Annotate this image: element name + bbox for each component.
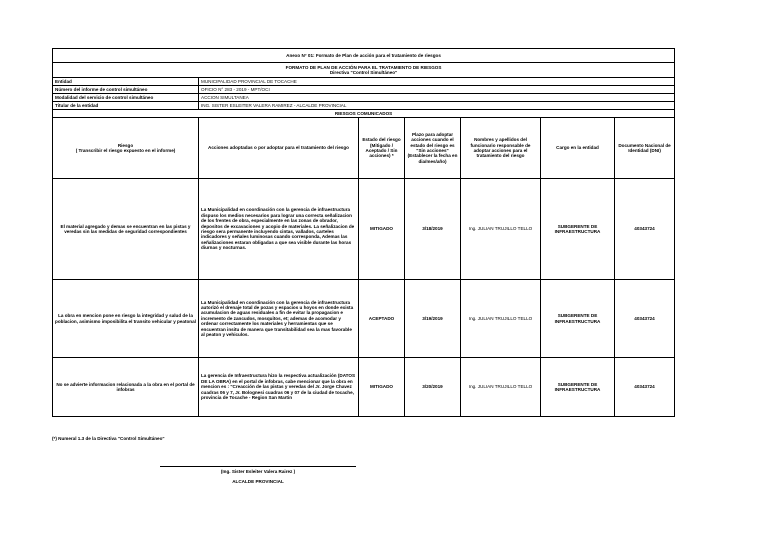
header-nombres: Nombres y apellidos del funcionario responsable de adoptar acciones para el tratamiento del riesgo (461, 118, 541, 179)
header-documento: Documento Nacional de Identidad (DNI) (615, 118, 675, 179)
info-label: Titular de la entidad (53, 102, 199, 110)
cell-plazo: 3/20/2019 (405, 358, 461, 417)
header-cargo: Cargo en la entidad (541, 118, 615, 179)
cell-plazo: 3/19/2019 (405, 280, 461, 358)
action-plan-table (52, 48, 675, 417)
signature-name: (Ing. Sister Esleiter Valera Rairez ) (220, 469, 296, 474)
cell-cargo: SUBGERENTE DE INFRAESTRUCTURA (541, 358, 615, 417)
header-riesgo-sub: ( Transcribir el riesgo expuesto en el informe) (75, 148, 176, 153)
cell-dni: 40343724 (615, 179, 675, 280)
info-label: Entidad (53, 78, 199, 86)
table-row (53, 280, 675, 358)
info-row-informe (53, 86, 675, 94)
cell-riesgo: La obra en mencion pone en riesgo la integridad y salud de la poblacion, asimismo imposibilita el transito vehicular y peatonal (53, 280, 199, 358)
info-label: Número del informe de control simultáneo (53, 86, 199, 94)
directive-subtitle: Directiva "Control Simultáneo" (329, 70, 398, 75)
cell-estado: MITIGADO (359, 358, 405, 417)
header-riesgo-label: Riesgo (117, 142, 134, 148)
cell-riesgo: No se advierte informacion relacionada a la obra en el portal de infobras (53, 358, 199, 417)
info-row-entidad (53, 78, 675, 86)
cell-nombre: Ing. JULIAN TRUJILLO TELLO (461, 179, 541, 280)
annex-title: Anexo N° 01: Formato de Plan de acción para el tratamiento de riesgos (53, 49, 675, 63)
cell-acciones: La gerencia de Infraestructura hizo la respectiva actualización (DATOS DE LA OBRA) en el portal de infobras, cabe mencionar que la obra en mencion es : "Creacción de las pistas y veredas del Jr. Jorge Chavez cuadras 06 y 7, Jr. Bolognesi cuadras 06 y 07 de la ciudad de tocache, provincia de Tocache - Region San Martin (199, 358, 359, 417)
footnote: (*) Numeral 1.3 de la Directiva "Control Simultáneo" (52, 436, 165, 441)
cell-dni: 40343724 (615, 358, 675, 417)
action-plan-sheet (52, 48, 674, 417)
info-value: OFICIO N° 283 - 2019 - MPT/OCI (199, 86, 675, 94)
info-value: ING. SISTER ESLEITER VALERA RAMIREZ - ALCALDE PROVINCIAL (199, 102, 675, 110)
section-title: RIESGOS COMUNICADOS (53, 110, 675, 118)
info-value: MUNICIPALIDAD PROVINCIAL DE TOCACHE (199, 78, 675, 86)
annex-title-row (53, 49, 675, 63)
cell-riesgo: El material agregado y demas se encuentran en las pistas y veredas sin las medidas de seguridad correspondientes (53, 179, 199, 280)
info-value: ACCION SIMULTANEA (199, 94, 675, 102)
cell-cargo: SUBGERENTE DE INFRAESTRUCTURA (541, 280, 615, 358)
info-row-titular (53, 102, 675, 110)
section-row (53, 110, 675, 118)
info-label: Modalidad del servicio de control simultáneo (53, 94, 199, 102)
info-row-modalidad (53, 94, 675, 102)
signature-line (160, 466, 356, 467)
cell-estado: MITIGADO (359, 179, 405, 280)
table-row (53, 358, 675, 417)
header-plazo: Plazo para adoptar acciones cuando el estado del riesgo es "Sin acciones" (Establecer la fecha en dia/mes/año) (405, 118, 461, 179)
cell-acciones: La Municipalidad en coordinación con la gerencia de infraestructura autorizó el drenaje total de pozas y espacios u hoyos en donde exista acumulacion de aguas residuales a fin de evitar la propagacion e incremento de zancudos, mosquitos, et; ademas de acomodar y ordenar correctamente los materiales y herramientas que se encuentran insitu de manera que transitabilidad sea la mas favorable al peaton y vehiculos. (199, 280, 359, 358)
cell-dni: 40343724 (615, 280, 675, 358)
format-title: FORMATO DE PLAN DE ACCIÓN PARA EL TRATAMIENTO DE RIESGOS (285, 64, 442, 70)
cell-nombre: Ing. JULIAN TRUJILLO TELLO (461, 280, 541, 358)
header-row (53, 118, 675, 179)
cell-acciones: La Municipalidad en coordinación con la gerencia de infraestructura dispuso los medios necesarios para lograr una correcta señalizacion de los frentes de obra, especialmente en las zonas de obrador, depositos de excavaciones y acopio de materiales. La señalizacion de riesgo sera permanente incluyendo cintas, vallados, carteles indicadores y señales luminosas cuando corresponda, Ademas las señalizaciones estaran obligadas a que sea visible durante las horas diurnas y nocturnas. (199, 179, 359, 280)
header-acciones: Acciones adoptadas o por adoptar para el tratamiento del riesgo (199, 118, 359, 179)
format-title-row (53, 63, 675, 78)
cell-plazo: 3/18/2019 (405, 179, 461, 280)
cell-cargo: SUBGERENTE DE INFRAESTRUCTURA (541, 179, 615, 280)
cell-nombre: Ing. JULIAN TRUJILLO TELLO (461, 358, 541, 417)
header-riesgo (53, 118, 199, 179)
header-estado: Estado del riesgo (Mitigado / Aceptado / Sin acciones) * (359, 118, 405, 179)
cell-estado: ACEPTADO (359, 280, 405, 358)
table-row (53, 179, 675, 280)
signature-role: ALCALDE PROVINCIAL (232, 479, 284, 484)
